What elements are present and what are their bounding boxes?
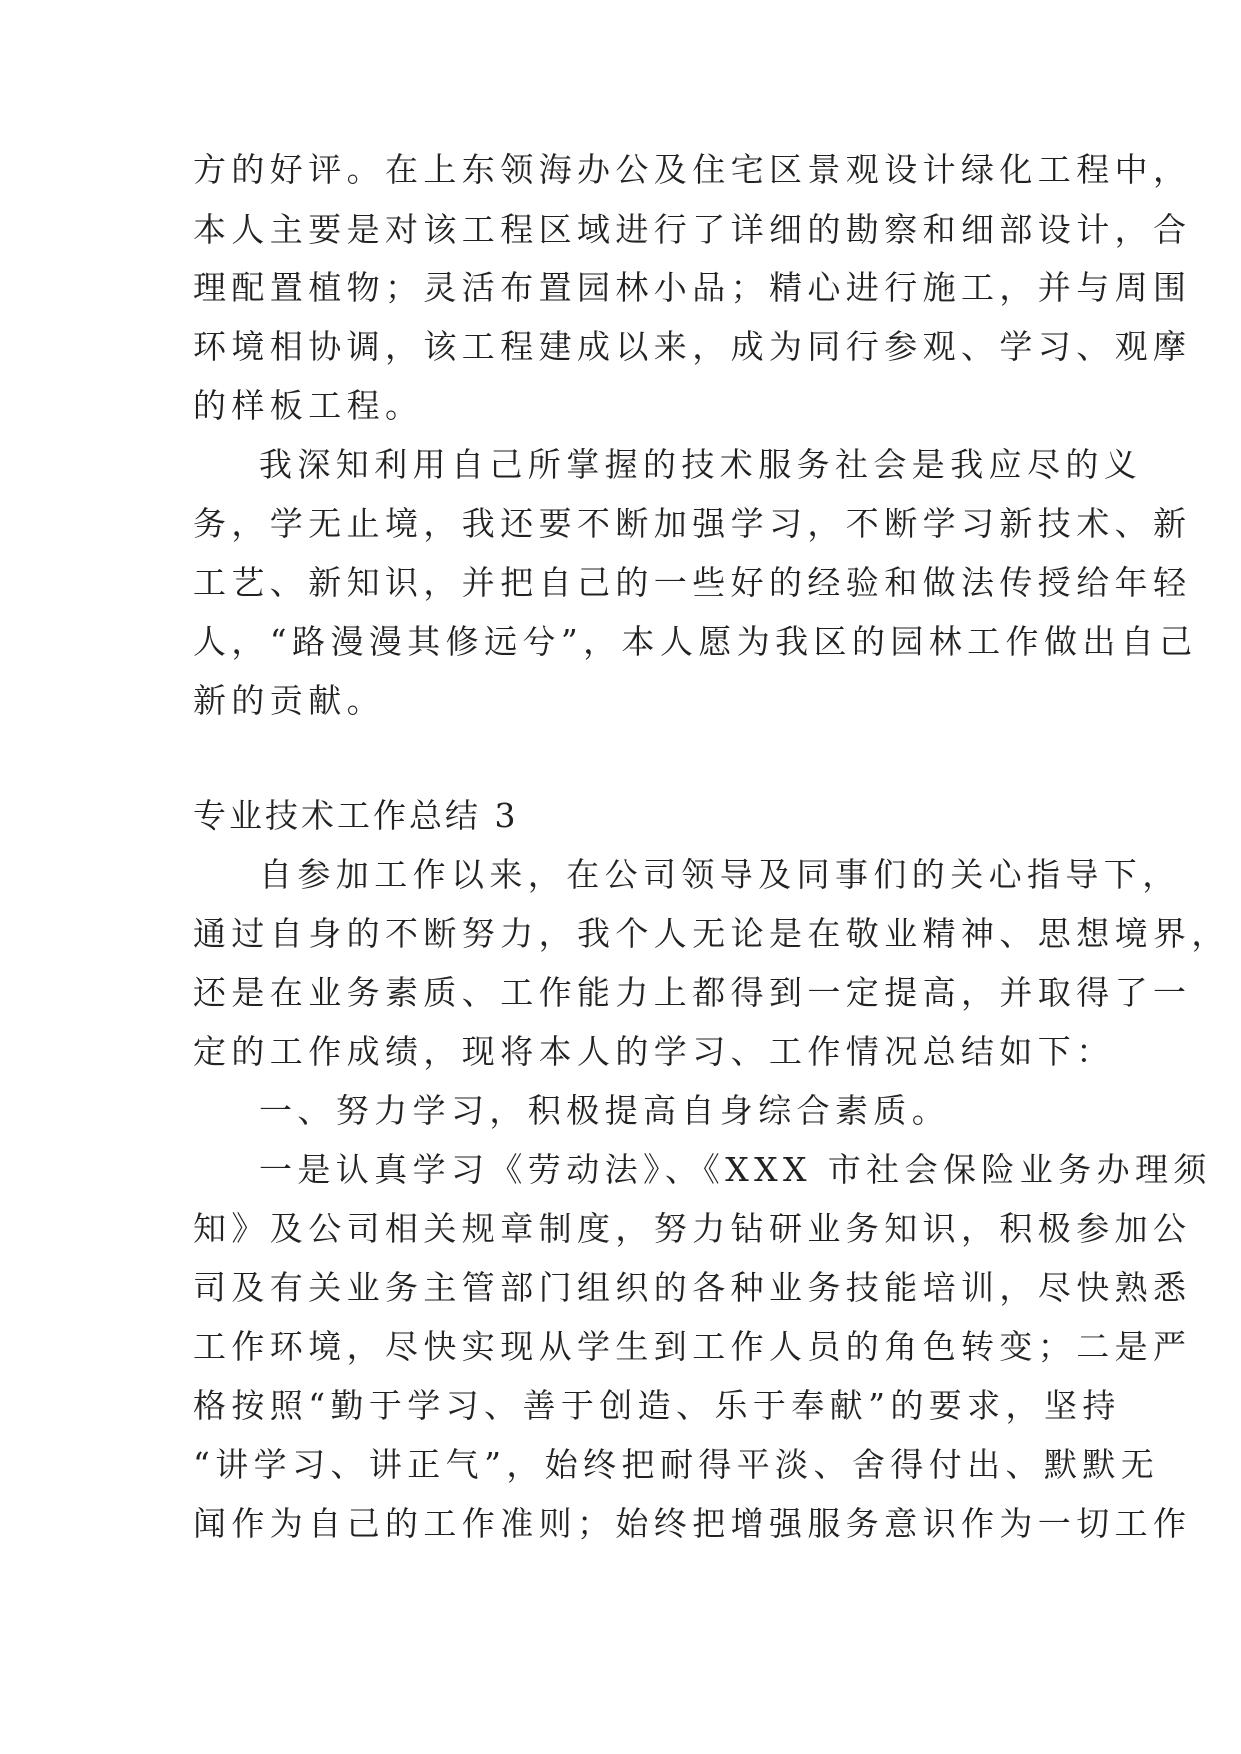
paragraph-3-line-4: 定的工作成绩，现将本人的学习、工作情况总结如下： <box>193 1032 1115 1071</box>
paragraph-5-line-5: 格按照“勤于学习、善于创造、乐于奉献”的要求，坚持 <box>193 1386 1121 1425</box>
paragraph-2-line-2: 务，学无止境，我还要不断加强学习，不断学习新技术、新 <box>193 504 1192 543</box>
paragraph-3-line-1: 自参加工作以来，在公司领导及同事们的关心指导下， <box>259 855 1181 894</box>
paragraph-5-line-4: 工作环境，尽快实现从学生到工作人员的角色转变；二是严 <box>193 1327 1192 1366</box>
paragraph-3-line-2: 通过自身的不断努力，我个人无论是在敬业精神、思想境界， <box>193 914 1230 953</box>
paragraph-5-line-6: “讲学习、讲正气”，始终把耐得平淡、舍得付出、默默无 <box>193 1445 1160 1484</box>
paragraph-2-line-3: 工艺、新知识，并把自己的一些好的经验和做法传授给年轻 <box>193 563 1192 602</box>
paragraph-5-line-2: 知》及公司相关规章制度，努力钻研业务知识，积极参加公 <box>193 1209 1192 1248</box>
paragraph-2-line-1: 我深知利用自己所掌握的技术服务社会是我应尽的义 <box>259 445 1143 484</box>
paragraph-2-line-4: 人，“路漫漫其修远兮”，本人愿为我区的园林工作做出自己 <box>193 622 1198 661</box>
paragraph-4-line-1: 一、努力学习，积极提高自身综合素质。 <box>259 1091 951 1130</box>
paragraph-1-line-5: 的样板工程。 <box>193 386 424 425</box>
paragraph-3-line-3: 还是在业务素质、工作能力上都得到一定提高，并取得了一 <box>193 973 1192 1012</box>
section-title: 专业技术工作总结 3 <box>193 796 519 835</box>
paragraph-1-line-2: 本人主要是对该工程区域进行了详细的勘察和细部设计，合 <box>193 210 1192 249</box>
paragraph-1-line-4: 环境相协调，该工程建成以来，成为同行参观、学习、观摩 <box>193 327 1192 366</box>
paragraph-1-line-3: 理配置植物；灵活布置园林小品；精心进行施工，并与周围 <box>193 268 1192 307</box>
paragraph-5-line-1: 一是认真学习《劳动法》、《XXX 市社会保险业务办理须 <box>259 1150 1212 1189</box>
paragraph-5-line-3: 司及有关业务主管部门组织的各种业务技能培训，尽快熟悉 <box>193 1268 1192 1307</box>
paragraph-5-line-7: 闻作为自己的工作准则；始终把增强服务意识作为一切工作 <box>193 1504 1192 1543</box>
paragraph-2-line-5: 新的贡献。 <box>193 681 385 720</box>
paragraph-1-line-1: 方的好评。在上东领海办公及住宅区景观设计绿化工程中， <box>193 150 1192 189</box>
